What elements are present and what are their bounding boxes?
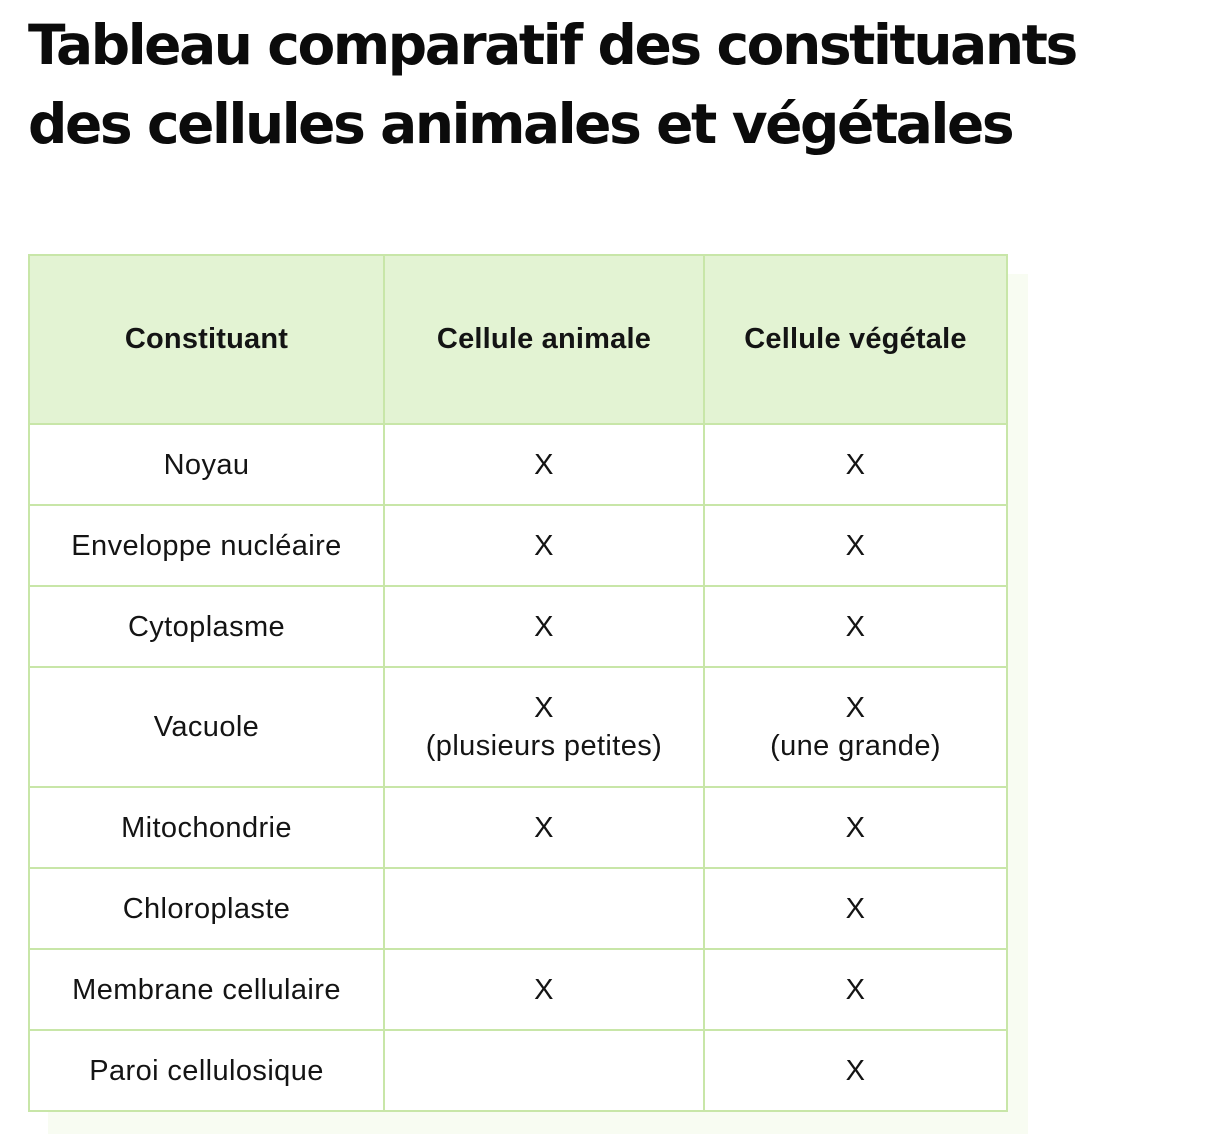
cell-vegetale: X — [704, 787, 1007, 868]
cell-constituant: Noyau — [29, 424, 384, 505]
cell-note: (plusieurs petites) — [425, 730, 663, 762]
cell-vegetale — [704, 667, 1007, 787]
cell-animale: X — [384, 424, 704, 505]
table-row — [29, 949, 1007, 1030]
table-row — [29, 787, 1007, 868]
cell-mark: X — [845, 692, 866, 724]
table-row — [29, 505, 1007, 586]
cell-vegetale: X — [704, 1030, 1007, 1111]
table-row — [29, 1030, 1007, 1111]
page-title — [28, 6, 1208, 164]
table-row — [29, 424, 1007, 505]
cell-constituant: Membrane cellulaire — [29, 949, 384, 1030]
cell-animale: X — [384, 949, 704, 1030]
comparison-table — [28, 254, 1008, 1112]
cell-constituant: Enveloppe nucléaire — [29, 505, 384, 586]
header-constituant: Constituant — [29, 255, 384, 424]
cell-constituant: Paroi cellulosique — [29, 1030, 384, 1111]
cell-constituant: Vacuole — [29, 667, 384, 787]
cell-vegetale: X — [704, 868, 1007, 949]
cell-animale: X — [384, 787, 704, 868]
cell-constituant: Mitochondrie — [29, 787, 384, 868]
cell-animale — [384, 868, 704, 949]
cell-animale: X — [384, 505, 704, 586]
cell-animale — [384, 667, 704, 787]
cell-constituant: Cytoplasme — [29, 586, 384, 667]
cell-vegetale: X — [704, 505, 1007, 586]
cell-vegetale: X — [704, 424, 1007, 505]
cell-animale — [384, 1030, 704, 1111]
page-title-line-1: Tableau comparatif des constituants — [28, 13, 1076, 77]
cell-vegetale: X — [704, 949, 1007, 1030]
cell-vegetale: X — [704, 586, 1007, 667]
table-row — [29, 868, 1007, 949]
cell-animale: X — [384, 586, 704, 667]
page-title-line-2: des cellules animales et végétales — [28, 92, 1013, 156]
header-cellule-vegetale: Cellule végétale — [704, 255, 1007, 424]
cell-constituant: Chloroplaste — [29, 868, 384, 949]
cell-note: (une grande) — [770, 730, 941, 762]
table-row — [29, 586, 1007, 667]
cell-mark: X — [534, 692, 554, 724]
table-row — [29, 667, 1007, 787]
table-header-row — [29, 255, 1007, 424]
header-cellule-animale: Cellule animale — [384, 255, 704, 424]
